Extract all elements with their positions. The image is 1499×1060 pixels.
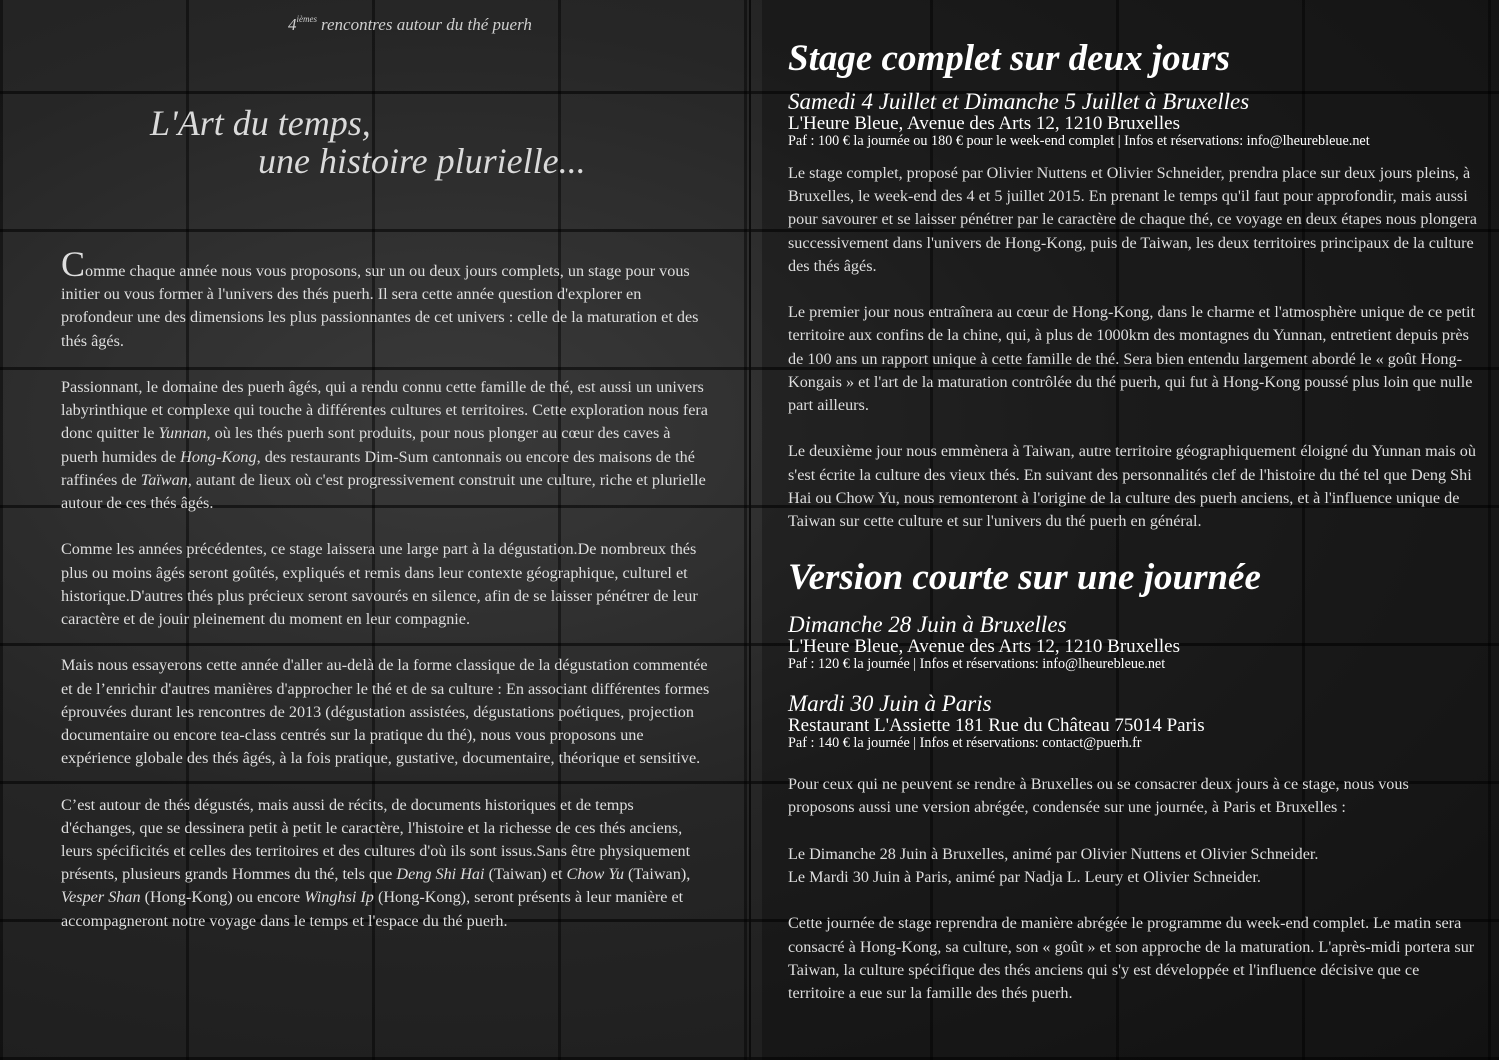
intro-paragraph-4: Mais nous essayerons cette année d'aller au-delà de la forme classique de la dégustation commentée et de l’enrichir d'autres manières d'approcher le thé et de sa culture : En associant différentes formes éprouvées durant les rencontres de 2013 (dégustation assistées, dégustations poétiques, projection documentaire ou encore tea-class centrés sur la pratique du thé), nous vous proposons une expérience globale des thés âgés, à la fois pratique, gustative, documentaire, théorique et sensitive. (61, 656, 710, 768)
name-chow-yu: Chow Yu (566, 865, 624, 884)
intro-paragraph-2: Passionnant, le domaine des puerh âgés, qui a rendu connu cette famille de thé, est aussi un univers labyrinthique et complexe qui touche à différentes cultures et territoires. Cette exploration nous fera donc quitter le Yunnan, où les thés puerh sont produits, pour nous plonger au cœur des caves à puerh humides de Hong-Kong, des restaurants Dim-Sum cantonnais ou encore des maisons de thé raffinées de Taïwan, autant de lieux où c'est progressivement construit une culture, riche et plurielle autour de ces thés âgés. (61, 378, 708, 513)
name-vesper-shan: Vesper Shan (61, 888, 141, 907)
event-paris-info: Paf : 140 € la journée | Infos et réservations: contact@puerh.fr (788, 735, 1142, 752)
version-courte-title: Version courte sur une journée (788, 557, 1261, 599)
version-courte-paragraph-2: Le Dimanche 28 Juin à Bruxelles, animé par Olivier Nuttens et Olivier Schneider. Le Mardi 30 Juin à Paris, animé par Nadja L. Leury et Olivier Schneider. (788, 844, 1319, 887)
name-deng-shi-hai: Deng Shi Hai (396, 865, 485, 884)
intro-paragraph-3: Comme les années précédentes, ce stage laissera une large part à la dégustation.De nombreux thés plus ou moins âgés seront goûtés, expliqués et remis dans leur contexte géographique, culturel et historique.D'autres thés plus précieux seront savourés en silence, afin de se laisser pénétrer de leur caractère et de jouir pleinement du moment en leur compagnie. (61, 540, 698, 629)
stage-complet-paragraph-3: Le deuxième jour nous emmènera à Taiwan, autre territoire géographiquement éloigné du Yunnan mais où s'est écrite la culture des vieux thés. En suivant des personnalités clef de l'histoire du thé tel que Deng Shi Hai ou Chow Yu, nous remonteront à l'origine de la culture des puerh anciens, et à l'influence unique de Taiwan sur cette culture et sur l'univers du thé puerh en général. (788, 442, 1476, 531)
edition-header (288, 14, 532, 35)
page-fold-divider (749, 0, 751, 1060)
version-courte-text (788, 773, 1478, 1005)
intro-paragraph-5: C’est autour de thés dégustés, mais aussi de récits, de documents historiques et de temps d'échanges, que se dessinera petit à petit le caractère, l'histoire et la richesse de ces thés anciens, leurs spécificités et celles des territoires et des cultures d'où ils sont issus.Sans être physiquement présents, plusieurs grands Hommes du thé, tels que Deng Shi Hai (Taiwan) et Chow Yu (Taiwan), Vesper Shan (Hong-Kong) ou encore Winghsi Ip (Hong-Kong), seront présents à leur manière et accompagneront notre voyage dans le temps et l'espace du thé puerh. (61, 795, 691, 930)
stage-complet-paragraph-2: Le premier jour nous entraînera au cœur de Hong-Kong, dans le charme et l'atmosphère unique de ce petit territoire aux confins de la chine, qui, à plus de 1000km des montagnes du Yunnan, entretient depuis près de 100 ans un rapport unique à cette famille de thé. Sera bien entendu largement abordé le « goût Hong-Kongais » et l'art de la maturation contrôlée du thé puerh, qui fut à Hong-Kong poussé plus loin que nulle part ailleurs. (788, 303, 1476, 415)
intro-paragraph-1: Comme chaque année nous vous proposons, sur un ou deux jours complets, un stage pour vous initier ou vous former à l'univers des thés puerh. Il sera cette année question d'explorer en profondeur une des dimensions les plus passionnantes de cet univers : celle de la maturation et des thés âgés. (61, 244, 699, 350)
version-courte-paragraph-3: Cette journée de stage reprendra de manière abrégée le programme du week-end complet. Le matin sera consacré à Hong-Kong, sa culture, son « goût » et son approche de la maturation. L'après-midi portera sur Taiwan, la culture spécifique des thés anciens qui s'y est développée et l'influence décisive que ce territoire a eue sur la famille des thés puerh. (788, 914, 1475, 1003)
event-bruxelles-place: L'Heure Bleue, Avenue des Arts 12, 1210 Bruxelles (788, 636, 1180, 658)
stage-complet-date: Samedi 4 Juillet et Dimanche 5 Juillet à Bruxelles (788, 89, 1250, 114)
name-winghsi-ip: Winghsi Ip (304, 888, 374, 907)
drop-cap: C (61, 244, 86, 284)
edition-text: rencontres autour du thé puerh (321, 15, 532, 34)
term-taiwan: Taïwan (140, 470, 188, 489)
event-paris-place: Restaurant L'Assiette 181 Rue du Château 75014 Paris (788, 715, 1205, 737)
edition-number: 4 (288, 15, 297, 34)
version-courte-paragraph-1: Pour ceux qui ne peuvent se rendre à Bruxelles ou se consacrer deux jours à ce stage, nous vous proposons aussi une version abrégée, condensée sur une journée, à Paris et Bruxelles : (788, 775, 1409, 817)
stage-complet-paragraph-1: Le stage complet, proposé par Olivier Nuttens et Olivier Schneider, prendra place sur deux jours pleins, à Bruxelles, le week-end des 4 et 5 juillet 2015. En prenant le temps qu'il faut pour approfondir, mais aussi pour savourer et se laisser pénétrer par le caractère de chaque thé, ce voyage en deux étapes nous plongera successivement dans l'univers de Hong-Kong, puis de Taiwan, les deux territoires principaux de la culture des thés âgés. (788, 164, 1477, 275)
edition-suffix: ièmes (296, 14, 317, 24)
right-page (788, 38, 1478, 1028)
main-title-line2: une histoire plurielle... (258, 141, 586, 181)
stage-complet-section (788, 38, 1478, 533)
stage-complet-text (788, 162, 1478, 533)
stage-complet-info: Paf : 100 € la journée ou 180 € pour le week-end complet | Infos et réservations: info@lheurebleue.net (788, 133, 1370, 149)
event-bruxelles-date: Dimanche 28 Juin à Bruxelles (788, 612, 1067, 638)
version-courte-section (788, 557, 1478, 1005)
stage-complet-title: Stage complet sur deux jours (788, 38, 1230, 79)
event-paris (788, 692, 1478, 751)
term-yunnan: Yunnan (158, 424, 207, 443)
term-hong-kong: Hong-Kong (180, 447, 257, 466)
intro-text (61, 244, 711, 956)
main-title-line1: L'Art du temps, (150, 103, 371, 143)
main-title (150, 104, 586, 180)
event-paris-date: Mardi 30 Juin à Paris (788, 691, 992, 717)
event-bruxelles (788, 613, 1478, 672)
event-bruxelles-info: Paf : 120 € la journée | Infos et réservations: info@lheurebleue.net (788, 656, 1166, 673)
stage-complet-place: L'Heure Bleue, Avenue des Arts 12, 1210 Bruxelles (788, 113, 1180, 134)
